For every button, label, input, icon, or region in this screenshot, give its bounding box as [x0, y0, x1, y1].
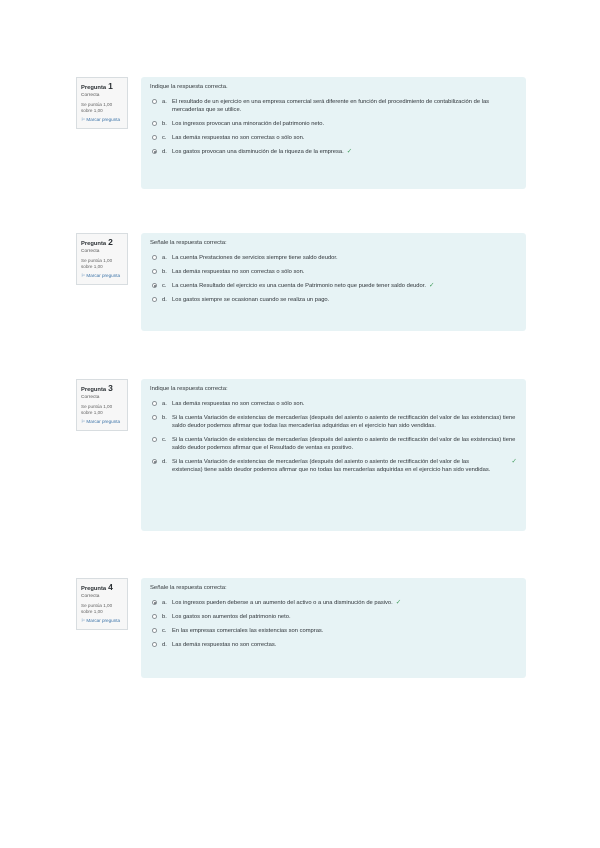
- radio-button[interactable]: [152, 135, 157, 140]
- question-grade: Se puntúa 1,00 sobre 1,00: [81, 404, 113, 415]
- correct-check-icon: ✓: [395, 599, 402, 606]
- question-content: [141, 578, 526, 678]
- answer-option-d[interactable]: d. Las demás respuestas no son correctas.: [150, 641, 517, 649]
- radio-button[interactable]: [152, 269, 157, 274]
- correct-check-icon: ✓: [428, 282, 435, 289]
- answer-option-a[interactable]: a. Los ingresos pueden deberse a un aumento del activo o a una disminución de pasivo. ✓: [150, 599, 517, 607]
- question-number: 4: [108, 582, 113, 592]
- flag-question-link[interactable]: ⚐ Marcar pregunta: [81, 419, 121, 424]
- question-number: 3: [108, 383, 113, 393]
- question-label: Pregunta: [81, 241, 107, 247]
- question-number: 1: [108, 81, 113, 91]
- radio-button[interactable]: [152, 255, 157, 260]
- question-info: [76, 578, 128, 630]
- radio-button[interactable]: [152, 437, 157, 442]
- radio-button[interactable]: [152, 297, 157, 302]
- flag-icon: ⚐: [81, 273, 87, 278]
- question-info: [76, 77, 128, 129]
- question-grade: Se puntúa 1,00 sobre 1,00: [81, 258, 113, 269]
- radio-button[interactable]: [152, 642, 157, 647]
- question-info: [76, 379, 128, 431]
- question-state: Correcta: [81, 395, 100, 400]
- question-prompt: Señale la respuesta correcta:: [150, 240, 227, 246]
- answer-option-b[interactable]: b. Las demás respuestas no son correctas o sólo son.: [150, 268, 517, 276]
- correct-check-icon: ✓: [511, 458, 517, 465]
- question-prompt: Indique la respuesta correcta.: [150, 84, 228, 90]
- answer-option-c[interactable]: c. Si la cuenta Variación de existencias de mercaderías (después del asiento o asiento de rectificación del valor de las existencias) tiene saldo deudor podemos afirmar que el Resultado de ventas es positivo.: [150, 436, 517, 452]
- question-label: Pregunta: [81, 586, 107, 592]
- question-content: [141, 233, 526, 331]
- question-content: [141, 77, 526, 189]
- flag-icon: ⚐: [81, 419, 87, 424]
- flag-icon: ⚐: [81, 618, 87, 623]
- radio-button-selected[interactable]: [152, 459, 157, 464]
- question-prompt: Indique la respuesta correcta:: [150, 386, 228, 392]
- question-number: 2: [108, 237, 113, 247]
- answer-option-a[interactable]: a. La cuenta Prestaciones de servicios siempre tiene saldo deudor.: [150, 254, 517, 262]
- answer-option-a[interactable]: a. Las demás respuestas no son correctas o sólo son.: [150, 400, 517, 408]
- question-label: Pregunta: [81, 85, 107, 91]
- question-prompt: Señale la respuesta correcta:: [150, 585, 227, 591]
- question-state: Correcta: [81, 594, 100, 599]
- answer-option-b[interactable]: b. Los gastos son aumentos del patrimonio neto.: [150, 613, 517, 621]
- answer-option-c[interactable]: c. En las empresas comerciales las existencias son compras.: [150, 627, 517, 635]
- question-state: Correcta: [81, 93, 100, 98]
- flag-icon: ⚐: [81, 117, 87, 122]
- question-state: Correcta: [81, 249, 100, 254]
- flag-question-link[interactable]: ⚐ Marcar pregunta: [81, 618, 121, 623]
- flag-question-link[interactable]: ⚐ Marcar pregunta: [81, 117, 121, 122]
- answer-option-d[interactable]: d. Si la cuenta Variación de existencias de mercaderías (después del asiento o asiento de rectificación del valor de las existencias) tiene saldo deudor podemos afirmar que no todas las mercaderías adquiridas en el ejercicio han sido vendidas. ✓: [150, 458, 517, 474]
- answer-option-a[interactable]: a. El resultado de un ejercicio en una empresa comercial será diferente en función del procedimiento de contabilización de las mercaderías que se utilice.: [150, 98, 517, 114]
- radio-button-selected[interactable]: [152, 283, 157, 288]
- radio-button[interactable]: [152, 99, 157, 104]
- question-grade: Se puntúa 1,00 sobre 1,00: [81, 603, 113, 614]
- question-label: Pregunta: [81, 387, 107, 393]
- radio-button-selected[interactable]: [152, 149, 157, 154]
- answer-option-d[interactable]: d. Los gastos siempre se ocasionan cuando se realiza un pago.: [150, 296, 517, 304]
- answer-option-b[interactable]: b. Los ingresos provocan una minoración del patrimonio neto.: [150, 120, 517, 128]
- radio-button-selected[interactable]: [152, 600, 157, 605]
- radio-button[interactable]: [152, 415, 157, 420]
- flag-question-link[interactable]: ⚐ Marcar pregunta: [81, 273, 121, 278]
- question-grade: Se puntúa 1,00 sobre 1,00: [81, 102, 113, 113]
- radio-button[interactable]: [152, 614, 157, 619]
- question-content: [141, 379, 526, 531]
- answer-option-d[interactable]: d. Los gastos provocan una disminución de la riqueza de la empresa. ✓: [150, 148, 517, 156]
- radio-button[interactable]: [152, 628, 157, 633]
- answer-option-c[interactable]: c. Las demás respuestas no son correctas o sólo son.: [150, 134, 517, 142]
- answer-option-c[interactable]: c. La cuenta Resultado del ejercicio es una cuenta de Patrimonio neto que puede tener saldo deudor. ✓: [150, 282, 517, 290]
- question-info: [76, 233, 128, 285]
- correct-check-icon: ✓: [346, 148, 353, 155]
- radio-button[interactable]: [152, 121, 157, 126]
- answer-option-b[interactable]: b. Si la cuenta Variación de existencias de mercaderías (después del asiento o asiento de rectificación del valor de las existencias) tiene saldo deudor podemos afirmar que todas las mercaderías adquiridas en el ejercicio han sido vendidas.: [150, 414, 517, 430]
- radio-button[interactable]: [152, 401, 157, 406]
